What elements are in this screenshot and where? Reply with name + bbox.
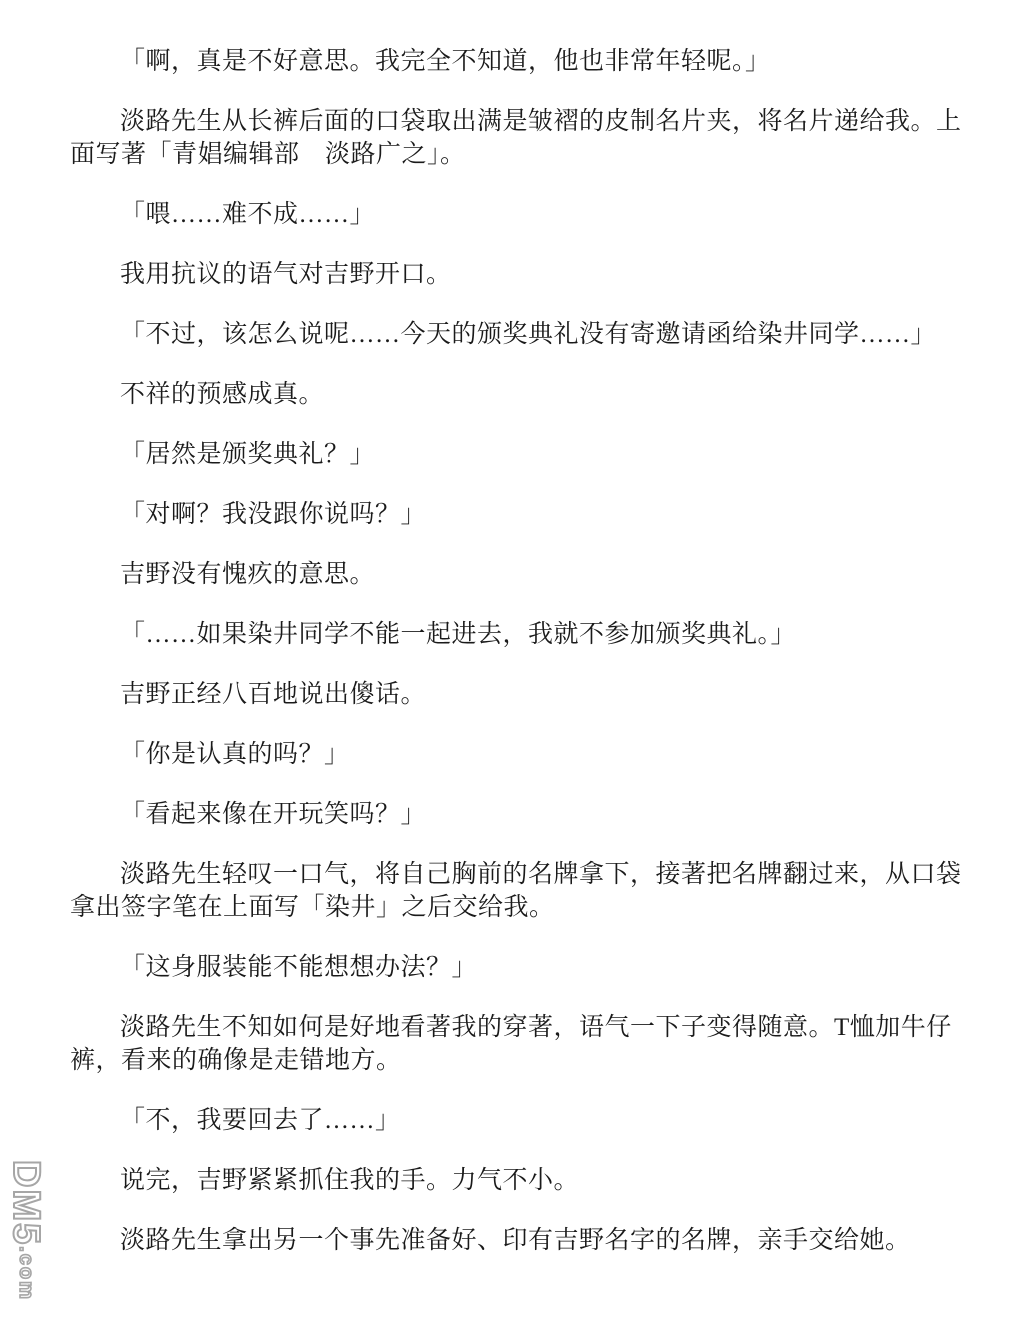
paragraph-2: 淡路先生从长裤后面的口袋取出满是皱褶的皮制名片夹，将名片递给我。上面写著「青娼编辑部 淡路广之」。 [70, 108, 962, 168]
paragraph-3: 「喂……难不成……」 [120, 201, 376, 228]
paragraph-12: 「你是认真的吗？」 [120, 741, 350, 768]
paragraph-10: 「……如果染井同学不能一起进去，我就不参加颁奖典礼。」 [120, 621, 797, 648]
paragraph-4: 我用抗议的语气对吉野开口。 [120, 261, 452, 288]
paragraph-18: 说完，吉野紧紧抓住我的手。力气不小。 [120, 1167, 580, 1194]
paragraph-11: 吉野正经八百地说出傻话。 [120, 681, 427, 708]
paragraph-13: 「看起来像在开玩笑吗？」 [120, 801, 427, 828]
paragraph-15: 「这身服装能不能想想办法？」 [120, 954, 478, 981]
paragraph-16: 淡路先生不知如何是好地看著我的穿著，语气一下子变得随意。T恤加牛仔裤，看来的确像是走错地方。 [70, 1014, 952, 1074]
paragraph-6: 不祥的预感成真。 [120, 381, 325, 408]
paragraph-19: 淡路先生拿出另一个事先准备好、印有吉野名字的名牌，亲手交给她。 [120, 1227, 911, 1254]
novel-text [70, 45, 962, 1284]
dm5-logo-suffix: .com [15, 1246, 37, 1301]
dm5-logo-text: DM5 [5, 1160, 47, 1247]
paragraph-14: 淡路先生轻叹一口气，将自己胸前的名牌拿下，接著把名牌翻过来，从口袋拿出签字笔在上面写「染井」之后交给我。 [70, 861, 962, 921]
paragraph-7: 「居然是颁奖典礼？」 [120, 441, 376, 468]
paragraph-5: 「不过，该怎么说呢……今天的颁奖典礼没有寄邀请函给染井同学……」 [120, 321, 937, 348]
paragraph-1: 「啊，真是不好意思。我完全不知道，他也非常年轻呢。」 [120, 48, 771, 75]
paragraph-9: 吉野没有愧疚的意思。 [120, 561, 376, 588]
paragraph-17: 「不，我要回去了……」 [120, 1107, 401, 1134]
paragraph-8: 「对啊？我没跟你说吗？」 [120, 501, 427, 528]
dm5-watermark [6, 1160, 46, 1312]
